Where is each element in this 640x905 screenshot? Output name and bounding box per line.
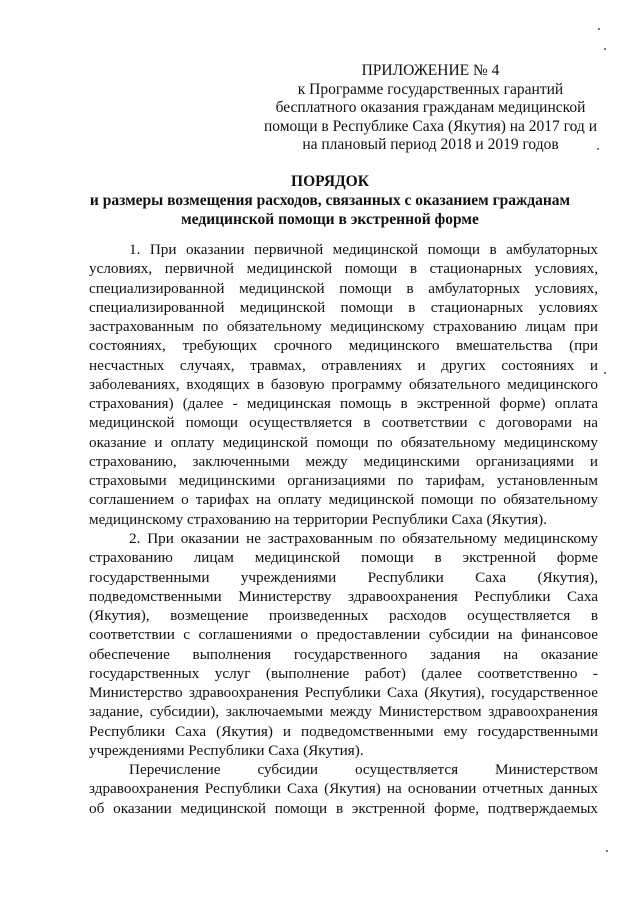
body-line: подведомственными Министерству здравоохранения Республики Саха [89, 587, 598, 605]
body-line: медицинской помощи осуществляется в соответствии с договорами на [89, 414, 598, 432]
body-line: здравоохранения Республики Саха (Якутия) на основании отчетных данных [89, 780, 598, 798]
title-subtitle-line: и размеры возмещения расходов, связанных с оказанием гражданам [89, 192, 571, 209]
paragraph-3-start: Перечисление субсидии осуществляется Министерством [129, 761, 598, 779]
body-line: условиях, первичной медицинской помощи в стационарных условиях, [89, 260, 598, 278]
body-line: страховыми медицинскими организациями по тарифам, установленным [89, 472, 598, 490]
body-line: страхованию, заключенными между медицинскими организациями и [89, 452, 598, 470]
document-body [89, 240, 598, 818]
body-line: обеспечение выполнения государственного задания на оказание [89, 645, 598, 663]
body-line: страхованию лицам медицинской помощи в экстренной форме [89, 549, 598, 567]
body-line: застрахованным по обязательному медицинскому страхованию лицам при [89, 318, 598, 336]
paragraph-2-start: 2. При оказании не застрахованным по обязательному медицинскому [129, 529, 598, 547]
scan-speck [597, 148, 599, 150]
scan-speck [604, 48, 606, 50]
body-line: об оказании медицинской помощи в экстренной форме, подтверждаемых [89, 799, 598, 817]
body-line: соответствии с соглашениями о предоставлении субсидии на финансовое [89, 626, 598, 644]
appendix-line: бесплатного оказания гражданам медицинской [275, 99, 586, 116]
document-title [60, 172, 600, 229]
appendix-line: на плановый период 2018 и 2019 годов [302, 136, 559, 153]
body-line: специализированной медицинской помощи в стационарных условиях [89, 298, 598, 316]
body-line: Министерство здравоохранения Республики Саха (Якутия), государственное [89, 684, 598, 702]
body-line: (Якутия), возмещение произведенных расходов осуществляется в [89, 607, 598, 625]
body-line: Республики Саха (Якутия) и подведомственными ему государственными [89, 722, 598, 740]
scan-speck [598, 28, 600, 30]
body-line: страхования) (далее - медицинская помощь в экстренной форме) оплата [89, 395, 598, 413]
body-line: соглашением о тарифах на оплату медицинской помощи по обязательному [89, 491, 598, 509]
paragraph-1-start: 1. При оказании первичной медицинской помощи в амбулаторных [129, 241, 598, 258]
appendix-line: к Программе государственных гарантий [297, 80, 564, 98]
scan-speck [606, 850, 608, 852]
body-line: задание, субсидии), заключаемыми между Министерством здравоохранения [89, 703, 598, 721]
body-line: учреждениями Республики Саха (Якутия). [89, 741, 364, 759]
body-line: государственными учреждениями Республики Саха (Якутия), [89, 568, 598, 586]
body-line: заболеваниях, входящих в базовую программу обязательного медицинского [89, 375, 598, 393]
body-line: состояниях, требующих срочного медицинского вмешательства (при [89, 337, 598, 355]
appendix-header [258, 62, 603, 155]
title-subtitle-line: медицинской помощи в экстренной форме [181, 211, 479, 228]
body-line: специализированной медицинской помощи в амбулаторных условиях, [89, 279, 598, 297]
appendix-number: ПРИЛОЖЕНИЕ № 4 [361, 62, 500, 79]
scan-speck [604, 372, 606, 374]
title-heading: ПОРЯДОК [291, 173, 369, 190]
body-line: государственных услуг (выполнение работ) (далее соответственно - [89, 664, 598, 682]
body-line: несчастных случаях, травмах, отравлениях и других состояниях и [89, 356, 598, 374]
body-line: медицинскому страхованию на территории Республики Саха (Якутия). [89, 510, 548, 528]
body-line: оказание и оплату медицинской помощи по обязательному медицинскому [89, 433, 598, 451]
appendix-line: помощи в Республике Саха (Якутия) на 2017 год и [263, 117, 597, 135]
